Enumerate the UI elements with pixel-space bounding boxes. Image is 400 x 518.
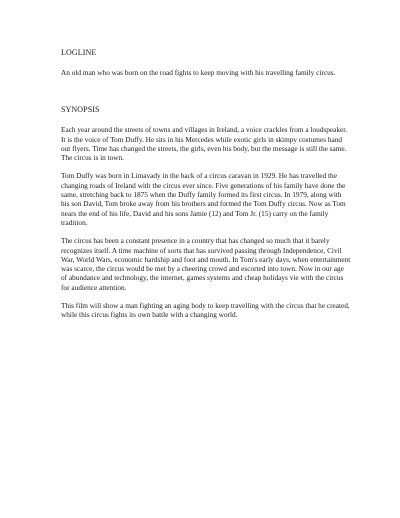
synopsis-heading: SYNOPSIS — [61, 105, 100, 115]
synopsis-paragraph-4: This film will show a man fighting an aging body to keep travelling with the circus that he created, while this circus fights its own battle with a changing world. — [61, 301, 350, 320]
logline-text: An old man who was born on the road fights to keep moving with his travelling family circus. — [61, 68, 336, 77]
synopsis-paragraph-1: Each year around the streets of towns and villages in Ireland, a voice crackles from a loudspeaker. It is the voice of Tom Duffy. He sits in his Mercedes while exotic girls in skimpy costumes hand out flyers. Time has changed the streets, the girls, even his body, but the message is still the same. The circus is in town. — [61, 125, 348, 163]
logline-heading: LOGLINE — [61, 48, 97, 57]
synopsis-paragraph-2: Tom Duffy was born in Limavady in the back of a circus caravan in 1929. He has travelled the changing roads of Ireland with the circus ever since. Five generations of his family have done the same, stretching back to 1875 when the Duffy family formed its first circus. In 1979, along with his son David, Tom broke away from his brothers and formed the Tom Duffy circus. Now as Tom nears the end of his life, David and his sons Jamie (12) and Tom Jr. (15) carry on the family tradition. — [61, 171, 346, 227]
document-body — [61, 48, 351, 329]
synopsis-paragraph-3: The circus has been a constant presence in a country that has changed so much that it barely recognizes itself. A time machine of sorts that has survived passing through Independence, Civil War, World Wars, economic hardship and foot and mouth. In Tom's early days, when entertainment was scarce, the circus would be met by a cheering crowd and escorted into town. Now in our age of abundance and technology, the internet, games systems and cheap holidays vie with the circus for audience attention. — [61, 236, 351, 292]
